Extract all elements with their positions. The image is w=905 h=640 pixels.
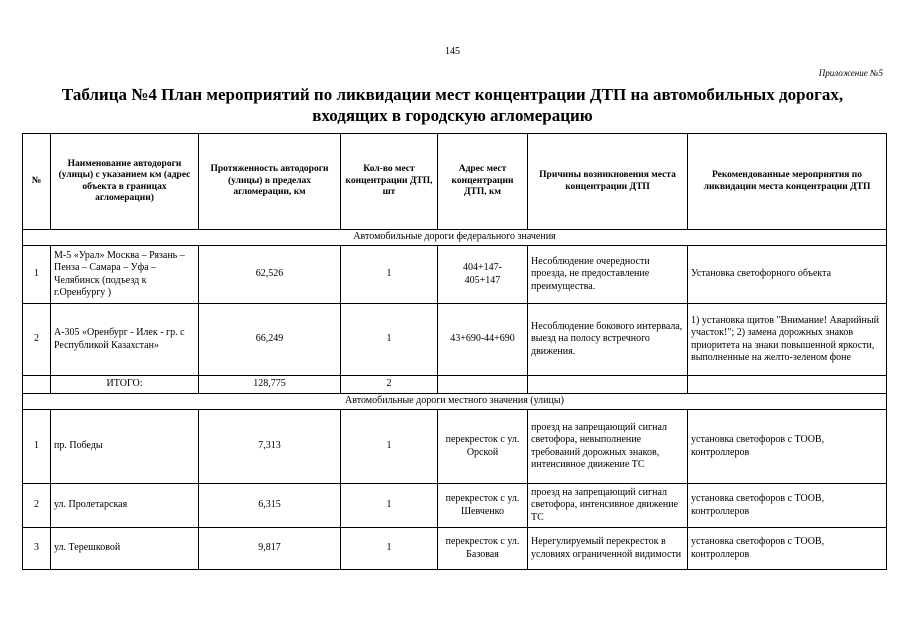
row-number: 1: [23, 246, 51, 304]
table-row: [23, 484, 887, 528]
col-header-length: Протяженность автодороги (улицы) в пределах агломерации, км: [199, 134, 341, 230]
accident-count: 1: [341, 484, 438, 528]
total-empty-cell: [688, 376, 887, 394]
accident-address: перекресток с ул. Базовая: [438, 528, 528, 570]
recommended-measures: установка светофоров с ТООВ, контроллеров: [688, 484, 887, 528]
table-row: [23, 410, 887, 484]
row-number: 3: [23, 528, 51, 570]
title-line-2: входящих в городскую агломерацию: [312, 106, 593, 125]
accident-cause: проезд на запрещающий сигнал светофора, интенсивное движение ТС: [528, 484, 688, 528]
total-empty-cell: [23, 376, 51, 394]
accident-count: 1: [341, 410, 438, 484]
accident-cause: Несоблюдение очередности проезда, не предоставление преимущества.: [528, 246, 688, 304]
title-line-1: Таблица №4 План мероприятий по ликвидации мест концентрации ДТП на автомобильных дорогах,: [61, 85, 844, 104]
row-number: 2: [23, 304, 51, 376]
total-count: 2: [341, 376, 438, 394]
road-length: 9,817: [199, 528, 341, 570]
row-number: 2: [23, 484, 51, 528]
road-length: 66,249: [199, 304, 341, 376]
road-name: ул. Пролетарская: [51, 484, 199, 528]
accident-cause: проезд на запрещающий сигнал светофора, невыполнение требований дорожных знаков, интенсивное движение ТС: [528, 410, 688, 484]
header-row: [23, 134, 887, 230]
table-row: [23, 304, 887, 376]
col-header-address: Адрес мест концентрации ДТП, км: [438, 134, 528, 230]
road-name: А-305 «Оренбург - Илек - гр. с Республикой Казахстан»: [51, 304, 199, 376]
road-length: 62,526: [199, 246, 341, 304]
road-name: пр. Победы: [51, 410, 199, 484]
table-row: [23, 528, 887, 570]
accident-count: 1: [341, 246, 438, 304]
total-empty-cell: [438, 376, 528, 394]
page-number: 145: [445, 46, 460, 57]
accident-cause: Нерегулируемый перекресток в условиях ограниченной видимости: [528, 528, 688, 570]
measures-table: [22, 133, 887, 570]
accident-count: 1: [341, 528, 438, 570]
section-row-local: [23, 394, 887, 410]
road-name: ул. Терешковой: [51, 528, 199, 570]
section-title-federal: Автомобильные дороги федерального значения: [23, 230, 887, 246]
accident-address: перекресток с ул. Орской: [438, 410, 528, 484]
total-label: ИТОГО:: [51, 376, 199, 394]
accident-address: 404+147- 405+147: [438, 246, 528, 304]
col-header-count: Кол-во мест концентрации ДТП, шт: [341, 134, 438, 230]
accident-address: 43+690-44+690: [438, 304, 528, 376]
col-header-road: Наименование автодороги (улицы) с указанием км (адрес объекта в границах агломерации): [51, 134, 199, 230]
recommended-measures: Установка светофорного объекта: [688, 246, 887, 304]
road-length: 7,313: [199, 410, 341, 484]
accident-cause: Несоблюдение бокового интервала, выезд на полосу встречного движения.: [528, 304, 688, 376]
recommended-measures: установка светофоров с ТООВ, контроллеров: [688, 410, 887, 484]
appendix-label: Приложение №5: [818, 68, 883, 78]
road-length: 6,315: [199, 484, 341, 528]
accident-count: 1: [341, 304, 438, 376]
total-length: 128,775: [199, 376, 341, 394]
recommended-measures: установка светофоров с ТООВ, контроллеров: [688, 528, 887, 570]
section-row-federal: [23, 230, 887, 246]
col-header-measures: Рекомендованные мероприятия по ликвидации места концентрации ДТП: [688, 134, 887, 230]
col-header-number: №: [23, 134, 51, 230]
total-empty-cell: [528, 376, 688, 394]
recommended-measures: 1) установка щитов "Внимание! Аварийный участок!"; 2) замена дорожных знаков приоритета на знаки повышенной яркости, выполненные на желто-зеленом фоне: [688, 304, 887, 376]
total-row: [23, 376, 887, 394]
row-number: 1: [23, 410, 51, 484]
col-header-cause: Причины возникновения места концентрации ДТП: [528, 134, 688, 230]
road-name: М-5 «Урал» Москва – Рязань – Пенза – Самара – Уфа – Челябинск (подъезд к г.Оренбургу ): [51, 246, 199, 304]
accident-address: перекресток с ул. Шевченко: [438, 484, 528, 528]
table-row: [23, 246, 887, 304]
document-title: [40, 84, 865, 126]
section-title-local: Автомобильные дороги местного значения (улицы): [23, 394, 887, 410]
